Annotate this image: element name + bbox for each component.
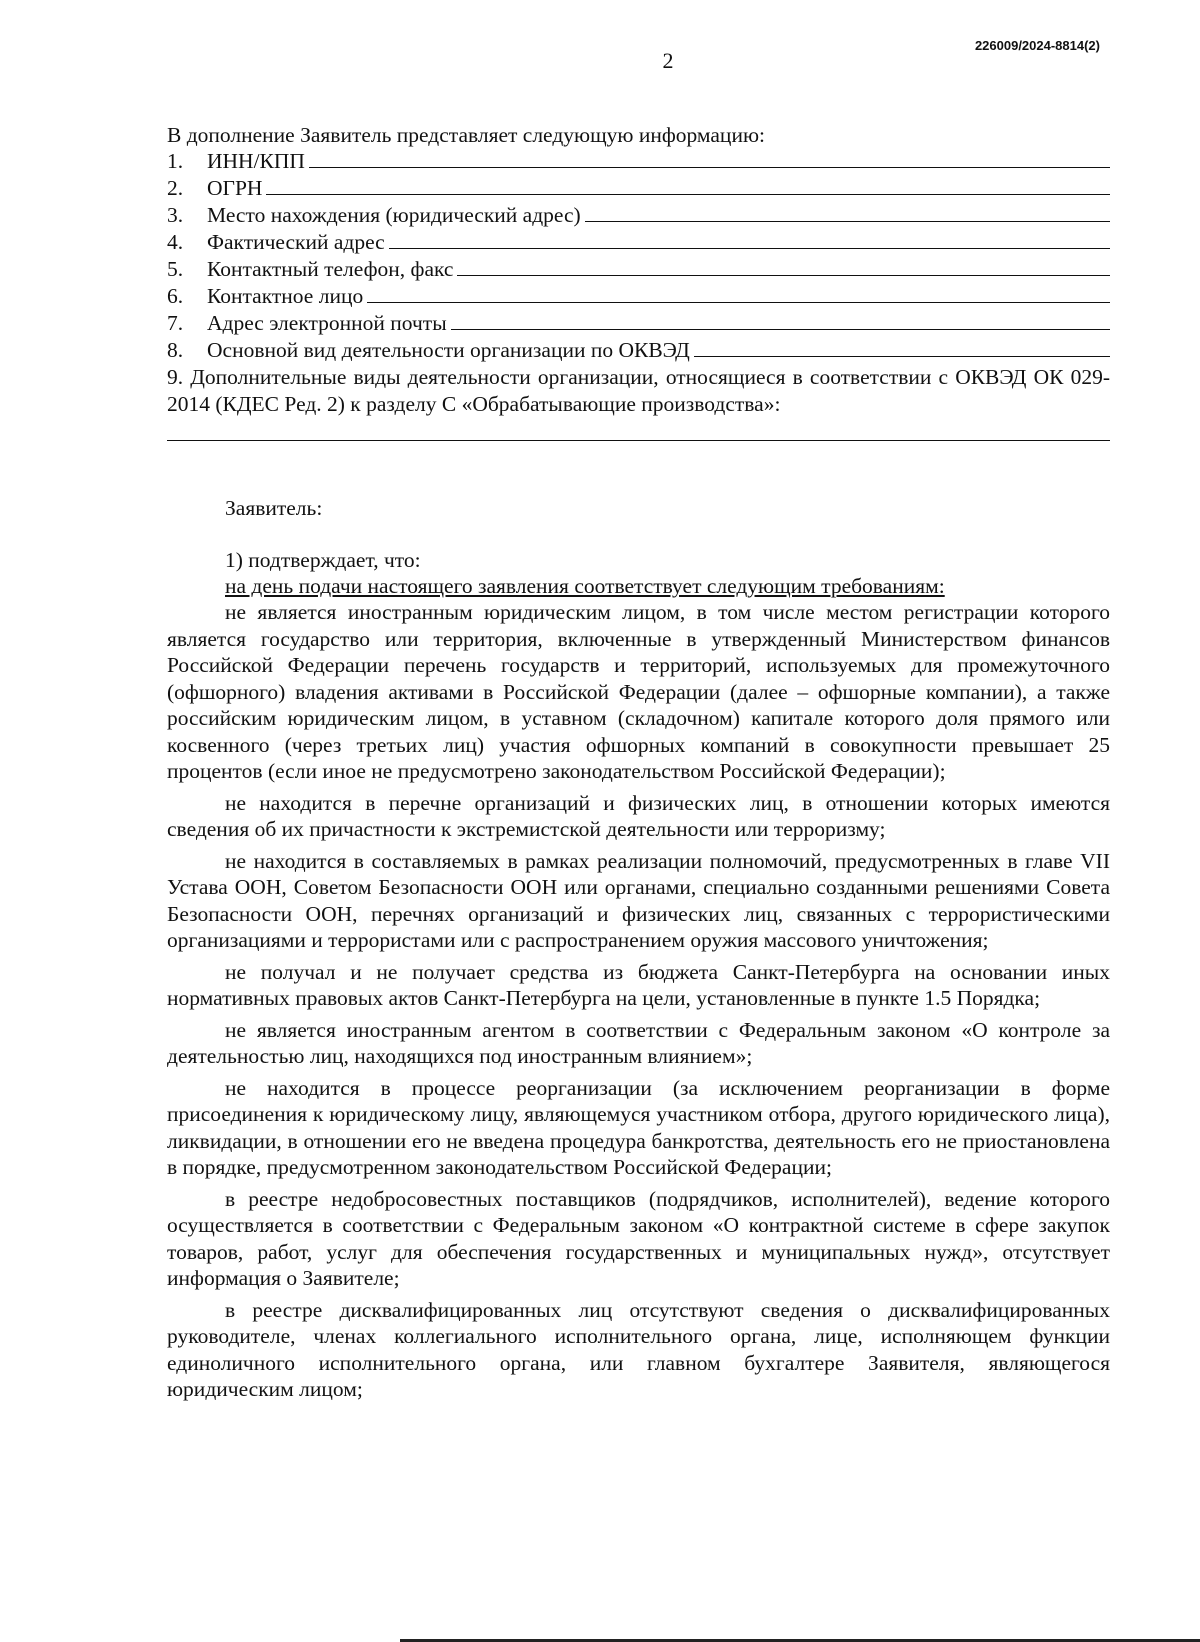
fill-in-line [585, 203, 1110, 222]
field-inn-kpp [167, 148, 1110, 175]
field-label: ОГРН [207, 176, 263, 200]
field-contact-person [167, 283, 1110, 310]
applicant-heading: Заявитель: [225, 496, 323, 520]
field-number: 3. [167, 203, 184, 227]
fill-in-line [694, 338, 1110, 357]
field-number: 6. [167, 284, 184, 308]
field-label: Место нахождения (юридический адрес) [207, 203, 581, 227]
field-label: Основной вид деятельности организации по ОКВЭД [207, 338, 690, 362]
field-additional-okved: 9. Дополнительные виды деятельности организации, относящиеся в соответствии с ОКВЭД ОК 029-2014 (КДЕС Ред. 2) к разделу С «Обрабатывающие производства»: [167, 365, 1110, 416]
field-legal-address [167, 202, 1110, 229]
requirement-paragraph: в реестре дисквалифицированных лиц отсутствуют сведения о дисквалифицированных руководителе, членах коллегиального исполнительного органа, лице, исполняющем функции единоличного исполнительного органа, или главном бухгалтере Заявителя, являющегося юридическим лицом; [167, 1297, 1110, 1401]
field-number: 8. [167, 338, 184, 362]
fill-in-line [389, 230, 1110, 249]
requirement-paragraph: не получал и не получает средства из бюджета Санкт-Петербурга на основании иных нормативных правовых актов Санкт-Петербурга на цели, установленные в пункте 1.5 Порядка; [167, 959, 1110, 1010]
fill-in-line [309, 149, 1110, 168]
field-number: 4. [167, 230, 184, 254]
field-label: Контактный телефон, факс [207, 257, 454, 281]
requirement-paragraph: не находится в процессе реорганизации (за исключением реорганизации в форме присоединения к юридическому лицу, являющемуся участником отбора, другого юридического лица), ликвидации, в отношении его не введена процедура банкротства, деятельность его не приостановлена в порядке, предусмотренном законодательством Российской Федерации; [167, 1075, 1110, 1179]
field-label: Адрес электронной почты [207, 311, 447, 335]
requirement-paragraph: не находится в перечне организаций и физических лиц, в отношении которых имеются сведения об их причастности к экстремистской деятельности или терроризму; [167, 790, 1110, 841]
field-actual-address [167, 229, 1110, 256]
requirements-heading: на день подачи настоящего заявления соответствует следующим требованиям: [225, 574, 945, 598]
field-ogrn [167, 175, 1110, 202]
info-fields-list [167, 148, 1110, 441]
requirement-paragraph: не находится в составляемых в рамках реализации полномочий, предусмотренных в главе VII Устава ООН, Советом Безопасности ООН или органами, специально созданными решениями Совета Безопасности ООН, перечнях организаций и физических лиц, связанных с террористическими организациями и террористами или с распространением оружия массового уничтожения; [167, 848, 1110, 952]
document-body [167, 122, 1110, 1408]
field-email [167, 310, 1110, 337]
document-id: 226009/2024-8814(2) [974, 38, 1100, 53]
field-number: 1. [167, 149, 184, 173]
field-label: Контактное лицо [207, 284, 364, 308]
page-number: 2 [662, 48, 674, 73]
field-label: ИНН/КПП [207, 149, 305, 173]
intro-text: В дополнение Заявитель представляет следующую информацию: [167, 123, 765, 147]
requirement-paragraph: не является иностранным агентом в соответствии с Федеральным законом «О контроле за деятельностью лиц, находящихся под иностранным влиянием»; [167, 1017, 1110, 1068]
requirement-paragraph: в реестре недобросовестных поставщиков (подрядчиков, исполнителей), ведение которого осуществляется в соответствии с Федеральным законом «О контрактной системе в сфере закупок товаров, работ, услуг для обеспечения государственных и муниципальных нужд», отсутствует информация о Заявителе; [167, 1186, 1110, 1290]
confirmation-clause: 1) подтверждает, что: [225, 548, 421, 572]
requirement-paragraph: не является иностранным юридическим лицом, в том числе местом регистрации которого является государство или территория, включенные в утвержденный Министерством финансов Российской Федерации перечень государств и территорий, используемых для промежуточного (офшорного) владения активами в Российской Федерации (далее – офшорные компании), а также российским юридическим лицом, в уставном (складочном) капитале которого доля прямого или косвенного (через третьих лиц) участия офшорных компаний в совокупности превышает 25 процентов (если иное не предусмотрено законодательством Российской Федерации); [167, 600, 1110, 783]
requirements-list [167, 599, 1110, 1403]
fill-in-line [266, 176, 1110, 195]
fill-in-line [167, 420, 1110, 441]
fill-in-line [457, 257, 1110, 276]
field-number: 2. [167, 176, 184, 200]
field-number: 7. [167, 311, 184, 335]
field-label: Фактический адрес [207, 230, 385, 254]
fill-in-line [367, 284, 1110, 303]
field-phone-fax [167, 256, 1110, 283]
field-main-okved [167, 337, 1110, 364]
fill-in-line [451, 311, 1110, 330]
field-number: 5. [167, 257, 184, 281]
